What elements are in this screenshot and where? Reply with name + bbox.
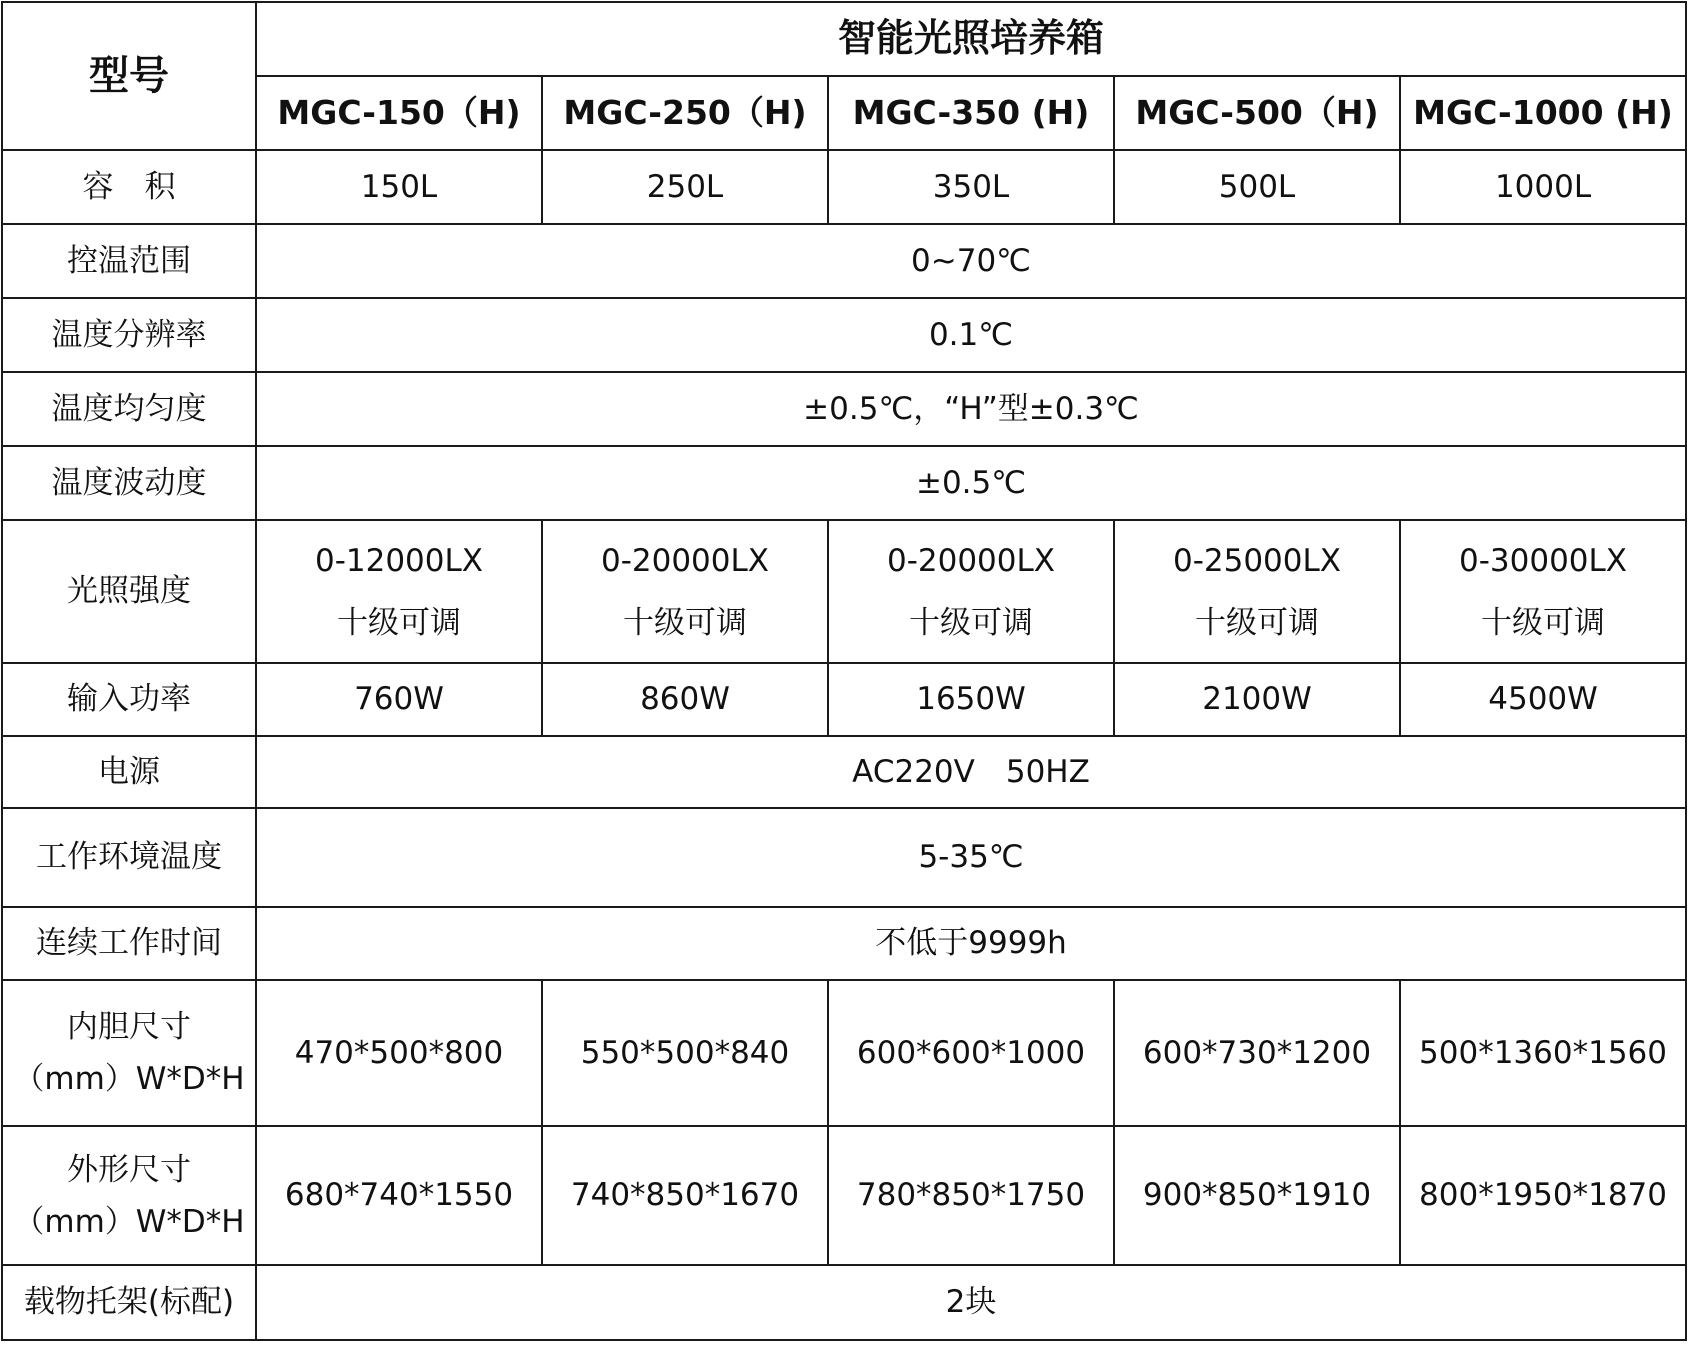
row-power-supply: [2, 736, 1686, 808]
inner-size-value: 470*500*800: [256, 980, 542, 1126]
row-label: 控温范围: [2, 224, 256, 298]
light-adjust-note: 十级可调: [909, 604, 1033, 641]
row-label-cell: [2, 980, 256, 1126]
row-input-power: [2, 663, 1686, 736]
light-adjust-note: 十级可调: [1195, 604, 1319, 641]
row-label: 光照强度: [2, 520, 256, 663]
model-name: MGC-350 (H): [828, 76, 1114, 150]
input-power-value: 1650W: [828, 663, 1114, 736]
light-intensity-cell: [828, 520, 1114, 663]
row-label: 内胆尺寸: [67, 1009, 191, 1045]
row-label-unit: （mm）W*D*H: [13, 1203, 245, 1240]
row-label: 温度均匀度: [2, 372, 256, 446]
row-continuous-time: [2, 907, 1686, 980]
light-intensity-value: 0-12000LX: [314, 542, 484, 579]
light-intensity-cell: [1114, 520, 1400, 663]
light-intensity-cell: [542, 520, 828, 663]
inner-size-value: 550*500*840: [542, 980, 828, 1126]
row-label: 工作环境温度: [2, 808, 256, 907]
row-ambient-temp: [2, 808, 1686, 907]
shelves-value: 2块: [256, 1265, 1686, 1340]
row-label: 外形尺寸: [67, 1151, 191, 1188]
inner-size-value: 600*730*1200: [1114, 980, 1400, 1126]
outer-size-value: 800*1950*1870: [1400, 1126, 1686, 1265]
row-temp-uniformity: [2, 372, 1686, 446]
outer-size-value: 900*850*1910: [1114, 1126, 1400, 1265]
temp-range-value: 0~70℃: [256, 224, 1686, 298]
spec-table: [1, 1, 1687, 1341]
row-light-intensity: [2, 520, 1686, 663]
volume-value: 250L: [542, 150, 828, 224]
light-adjust-note: 十级可调: [623, 604, 747, 641]
row-label: 载物托架(标配): [2, 1265, 256, 1340]
light-intensity-value: 0-25000LX: [1172, 542, 1342, 579]
inner-size-value: 600*600*1000: [828, 980, 1114, 1126]
light-adjust-note: 十级可调: [1481, 604, 1606, 641]
row-label: 温度分辨率: [2, 298, 256, 372]
row-label: 输入功率: [2, 663, 256, 736]
row-temp-fluctuation: [2, 446, 1686, 520]
temp-uniformity-value: ±0.5℃，“H”型±0.3℃: [256, 372, 1686, 446]
model-name: MGC-1000 (H): [1400, 76, 1686, 150]
row-temp-range: [2, 224, 1686, 298]
volume-value: 500L: [1114, 150, 1400, 224]
light-intensity-cell: [1400, 520, 1686, 663]
volume-value: 350L: [828, 150, 1114, 224]
product-title: 智能光照培养箱: [256, 2, 1686, 76]
volume-value: 1000L: [1400, 150, 1686, 224]
volume-value: 150L: [256, 150, 542, 224]
power-supply-value: AC220V 50HZ: [256, 736, 1686, 808]
input-power-value: 860W: [542, 663, 828, 736]
outer-size-value: 740*850*1670: [542, 1126, 828, 1265]
row-volume: [2, 150, 1686, 224]
ambient-temp-value: 5-35℃: [256, 808, 1686, 907]
input-power-value: 2100W: [1114, 663, 1400, 736]
input-power-value: 760W: [256, 663, 542, 736]
row-inner-size: [2, 980, 1686, 1126]
row-label: 容 积: [2, 150, 256, 224]
continuous-time-value: 不低于9999h: [256, 907, 1686, 980]
inner-size-value: 500*1360*1560: [1400, 980, 1686, 1126]
row-shelves: [2, 1265, 1686, 1340]
row-label: 电源: [2, 736, 256, 808]
light-intensity-cell: [256, 520, 542, 663]
light-adjust-note: 十级可调: [337, 604, 461, 641]
row-temp-resolution: [2, 298, 1686, 372]
light-intensity-value: 0-30000LX: [1459, 542, 1628, 579]
row-label-cell: [2, 1126, 256, 1265]
model-header-cell: 型号: [2, 2, 256, 150]
row-outer-size: [2, 1126, 1686, 1265]
input-power-value: 4500W: [1400, 663, 1686, 736]
outer-size-value: 680*740*1550: [256, 1126, 542, 1265]
model-name: MGC-500（H): [1114, 76, 1400, 150]
light-intensity-value: 0-20000LX: [886, 542, 1056, 579]
outer-size-value: 780*850*1750: [828, 1126, 1114, 1265]
row-label-unit: （mm）W*D*H: [13, 1061, 245, 1097]
model-name: MGC-250（H): [542, 76, 828, 150]
header-row-title: [2, 2, 1686, 76]
row-label: 温度波动度: [2, 446, 256, 520]
light-intensity-value: 0-20000LX: [600, 542, 770, 579]
model-name: MGC-150（H): [256, 76, 542, 150]
temp-resolution-value: 0.1℃: [256, 298, 1686, 372]
row-label: 连续工作时间: [2, 907, 256, 980]
temp-fluctuation-value: ±0.5℃: [256, 446, 1686, 520]
